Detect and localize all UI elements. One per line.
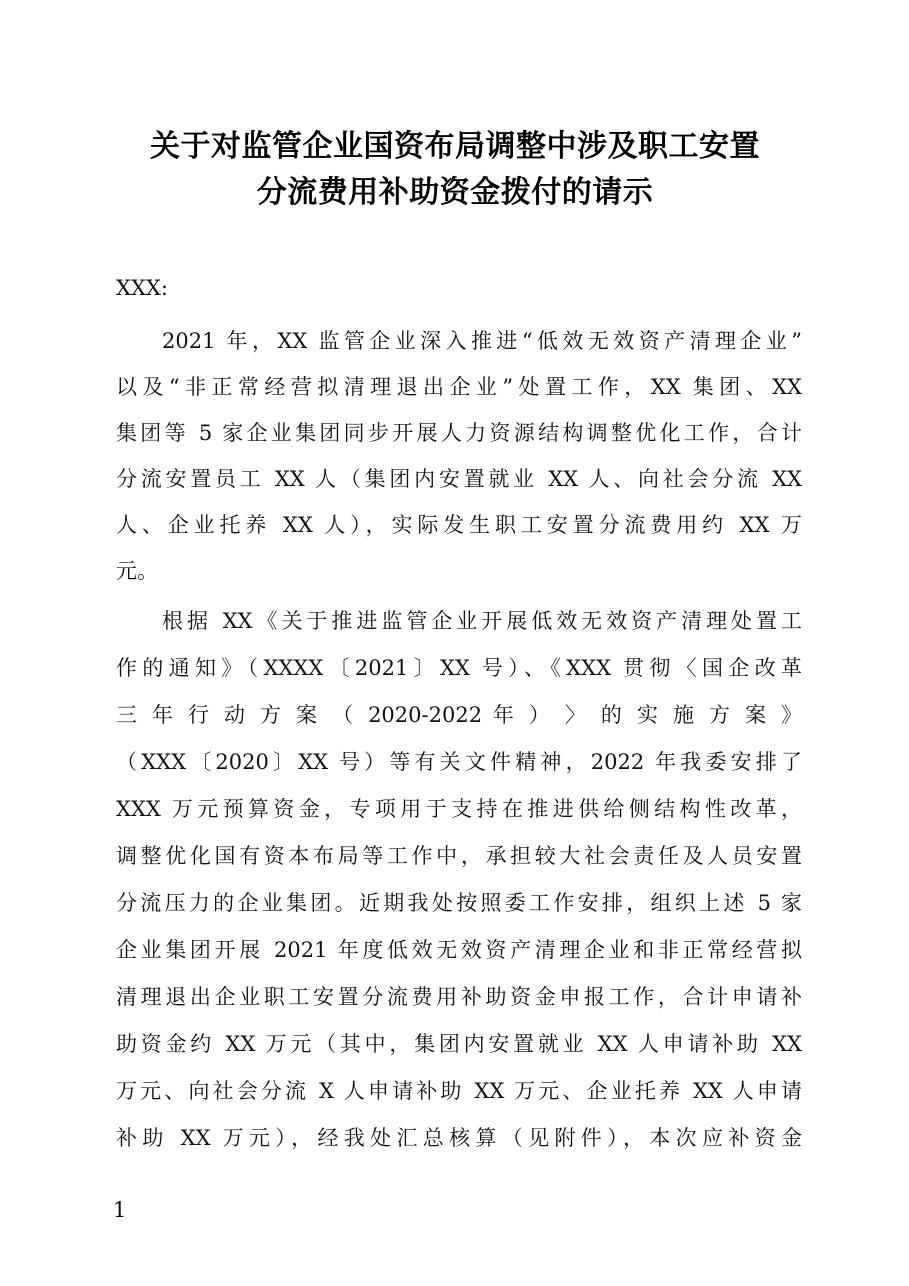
page-number: 1 (113, 1198, 127, 1222)
document-title-line-2: 分流费用补助资金拨付的请示 (256, 175, 654, 210)
paragraph-1-line: 分流安置员工 XX 人（集团内安置就业 XX 人、向社会分流 XX (116, 467, 802, 491)
paragraph-2-line: 助资金约 XX 万元（其中，集团内安置就业 XX 人申请补助 XX (116, 1032, 802, 1056)
paragraph-2-line: 清理退出企业职工安置分流费用补助资金申报工作，合计申请补 (116, 985, 802, 1009)
paragraph-1-line: 元。 (116, 559, 158, 583)
salutation: XXX: (116, 276, 168, 300)
paragraph-2-line: 企业集团开展 2021 年度低效无效资产清理企业和非正常经营拟 (116, 938, 802, 962)
paragraph-1-line: 人、企业托养 XX 人），实际发生职工安置分流费用约 XX 万 (116, 513, 802, 537)
document-title-line-1: 关于对监管企业国资布局调整中涉及职工安置 (150, 129, 760, 164)
paragraph-1-line: 2021 年，XX 监管企业深入推进“低效无效资产清理企业” (162, 329, 802, 353)
paragraph-1-line: 以及“非正常经营拟清理退出企业”处置工作，XX 集团、XX (116, 375, 802, 399)
paragraph-2-line: 补助 XX 万元），经我处汇总核算（见附件），本次应补资金 (116, 1126, 802, 1150)
paragraph-2-line: 根据 XX《关于推进监管企业开展低效无效资产清理处置工 (162, 609, 802, 633)
paragraph-2-line: 分流压力的企业集团。近期我处按照委工作安排，组织上述 5 家 (116, 891, 802, 915)
paragraph-2-line: （XXX〔2020〕XX 号）等有关文件精神，2022 年我委安排了 (116, 750, 802, 774)
paragraph-2-line: 调整优化国有资本布局等工作中，承担较大社会责任及人员安置 (116, 844, 802, 868)
paragraph-2-line: 作的通知》（XXXX〔2021〕XX 号）、《XXX 贯彻〈国企改革 (116, 656, 802, 680)
paragraph-2-line: 万元、向社会分流 X 人申请补助 XX 万元、企业托养 XX 人申请 (116, 1079, 802, 1103)
paragraph-2-line: XXX 万元预算资金，专项用于支持在推进供给侧结构性改革， (116, 797, 802, 821)
paragraph-1-line: 集团等 5 家企业集团同步开展人力资源结构调整优化工作，合计 (116, 421, 802, 445)
paragraph-2-line: 三 年 行 动 方 案 （ 2020-2022 年 ） 〉 的 实 施 方 案 》 (116, 703, 802, 727)
